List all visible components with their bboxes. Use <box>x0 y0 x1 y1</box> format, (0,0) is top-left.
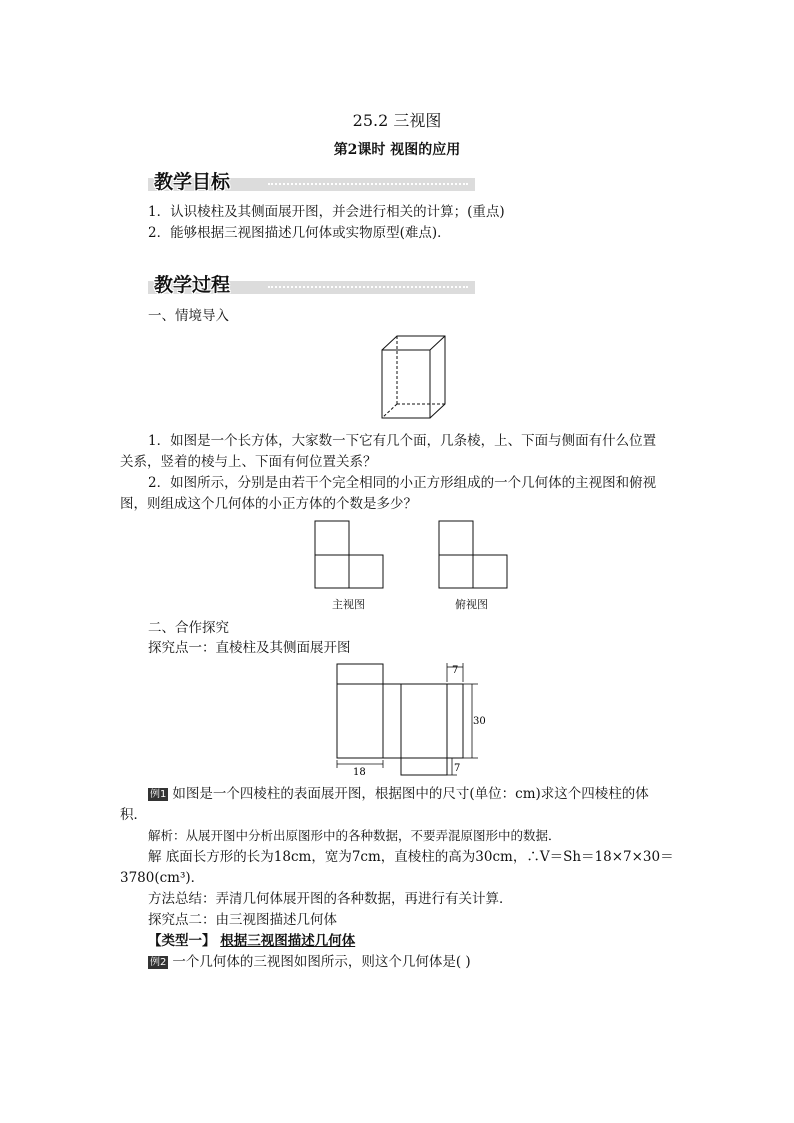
net-label-bottom-small: 7 <box>454 763 461 774</box>
question1-line1: 1．如图是一个长方体，大家数一下它有几个面，几条棱，上、下面与侧面有什么位置 <box>148 433 657 449</box>
question2-line2: 图，则组成这个几何体的小正方体的个数是多少？ <box>120 496 417 512</box>
method-summary: 方法总结：弄清几何体展开图的各种数据，再进行有关计算． <box>148 891 513 907</box>
net-label-height: 30 <box>473 716 486 727</box>
exploration-point-1: 探究点一：直棱柱及其侧面展开图 <box>148 640 351 656</box>
solution-line1: 解 底面长方形的长为18cm，宽为7cm，直棱柱的高为30cm，∴V＝Sh＝18×7×30＝ <box>148 849 674 865</box>
example2-text: 一个几何体的三视图如图所示，则这个几何体是( ) <box>172 954 471 970</box>
objective-item: 1．认识棱柱及其侧面展开图，并会进行相关的计算；(重点) <box>148 204 505 220</box>
lesson-title: 第2课时 视图的应用 <box>333 142 461 158</box>
solution-line2: 3780(cm³)． <box>120 870 205 886</box>
section-title: 25.2 三视图 <box>352 111 442 130</box>
type1-bracket: 【类型一】 <box>148 933 216 949</box>
top-view-caption: 俯视图 <box>455 598 488 611</box>
example1-line1 <box>148 783 649 805</box>
part1-heading: 一、情境导入 <box>148 308 229 324</box>
process-banner-label: 教学过程 <box>154 274 231 296</box>
question2-line1: 2．如图所示，分别是由若干个完全相同的小正方形组成的一个几何体的主视图和俯视 <box>148 475 657 491</box>
process-banner <box>148 274 475 294</box>
question1-line2: 关系，竖着的棱与上、下面有何位置关系？ <box>120 454 377 470</box>
objectives-banner <box>148 171 475 191</box>
net-label-top-width: 7 <box>452 665 459 676</box>
prism-net-figure <box>330 660 490 780</box>
part2-heading: 二、合作探究 <box>148 620 229 636</box>
top-view-figure <box>438 520 510 590</box>
example1-tag: 例1 <box>150 789 167 800</box>
objective-item: 2．能够根据三视图描述几何体或实物原型(难点)． <box>148 225 451 241</box>
type1-title: 根据三视图描述几何体 <box>220 933 356 949</box>
front-view-caption: 主视图 <box>332 598 365 611</box>
net-label-bottom-width: 18 <box>353 767 366 778</box>
example2-line <box>148 951 471 973</box>
example1-text: 如图是一个四棱柱的表面展开图，根据图中的尺寸(单位：cm)求这个四棱柱的体 <box>172 786 649 802</box>
example2-tag: 例2 <box>150 957 167 968</box>
type1-heading <box>148 930 355 952</box>
front-view-figure <box>314 520 386 590</box>
objectives-banner-label: 教学目标 <box>154 171 231 193</box>
cuboid-figure <box>370 330 450 422</box>
example1-line2: 积． <box>120 807 147 823</box>
exploration-point-2: 探究点二：由三视图描述几何体 <box>148 912 337 928</box>
analysis-text: 解析：从展开图中分析出原图形中的各种数据，不要弄混原图形中的数据． <box>148 828 561 843</box>
